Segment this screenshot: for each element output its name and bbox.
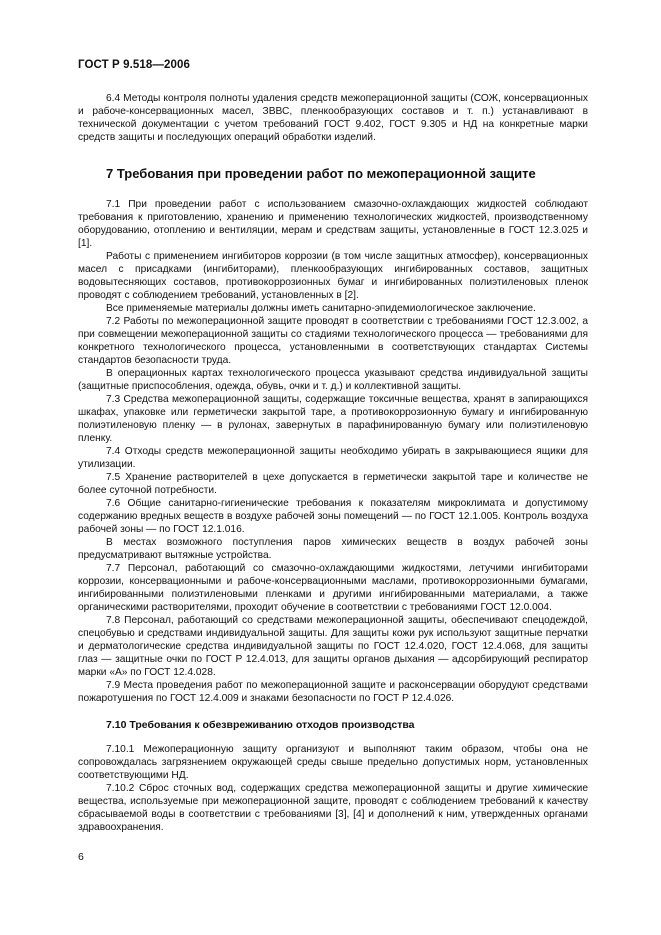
paragraph-6-4: 6.4 Методы контроля полноты удаления средств межоперационной защиты (СОЖ, консервационных и рабоче-консервационных масел, ЗВВС, пленкообразующих составов и т. п.) устанавливают в технической документации с учетом требований ГОСТ 9.402, ГОСТ 9.305 и НД на конкретные марки средств защиты и последующих операций обработки изделий. (78, 93, 588, 143)
section-7-title: 7 Требования при проведении работ по межоперационной защите (106, 166, 536, 181)
paragraph-7-10-1: 7.10.1 Межоперационную защиту организуют и выполняют таким образом, чтобы она не сопровождалась загрязнением окружающей среды свыше предельно допустимых норм, установленных соответствующими НД. (78, 744, 588, 781)
paragraph-7-3: 7.3 Средства межоперационной защиты, содержащие токсичные вещества, хранят в запирающихся шкафах, упаковке или герметически закрытой таре, а противокоррозионную бумагу и ингибированную полиэтиленовую пленку — в рулонах, завернутых в парафинированную бумагу или полиэтиленовую пленку. (78, 394, 588, 444)
paragraph-7-9: 7.9 Места проведения работ по межоперационной защите и расконсервации оборудуют средствами пожаротушения по ГОСТ 12.4.009 и знаками безопасности по ГОСТ Р 12.4.026. (78, 680, 588, 704)
page-number: 6 (78, 851, 84, 863)
paragraph-7-10-2: 7.10.2 Сброс сточных вод, содержащих средства межоперационной защиты и другие химические вещества, используемые при межоперационной защите, проводят с соблюдением требований к качеству сбрасываемой воды в соответствии с требованиями [3], [4] и дополнений к ним, утвержденных органами здравоохранения. (78, 783, 588, 833)
paragraph-7-6: 7.6 Общие санитарно-гигиенические требования к показателям микроклимата и допустимому содержанию вредных веществ в воздухе рабочей зоны помещений — по ГОСТ 12.1.005. Контроль воздуха рабочей зоны — по ГОСТ 12.1.016. (78, 498, 588, 535)
document-header: ГОСТ Р 9.518—2006 (78, 59, 190, 71)
paragraph-7-1-work: Работы с применением ингибиторов коррозии (в том числе защитных атмосфер), консервационных масел с присадками (ингибиторами), пленкообразующих ингибированных составов, защитных водовытесняющих составов, противокоррозионных бумаг и ингибированных полиэтиленовых пленок проводят с соблюдением требований, установленных в [2]. (78, 251, 588, 301)
paragraph-7-2-cards: В операционных картах технологического процесса указывают средства индивидуальной защиты (защитные приспособления, одежда, обувь, очки и т. д.) и коллективной защиты. (78, 368, 588, 392)
document-body (78, 92, 588, 834)
paragraph-7-6-exhaust: В местах возможного поступления паров химических веществ в воздух рабочей зоны предусматривают вытяжные устройства. (78, 537, 588, 561)
paragraph-7-1-materials: Все применяемые материалы должны иметь санитарно-эпидемиологическое заключение. (106, 303, 536, 314)
paragraph-7-5: 7.5 Хранение растворителей в цехе допускается в герметически закрытой таре и количестве не более суточной потребности. (78, 472, 588, 496)
paragraph-7-7: 7.7 Персонал, работающий со смазочно-охлаждающими жидкостями, летучими ингибиторами коррозии, консервационными и рабоче-консервационными маслами, противокоррозионными бумагами, ингибированными полиэтиленовыми пленками и другими ингибированными материалами, а также органическими растворителями, проходит обучение в соответствии с требованиями ГОСТ 12.0.004. (78, 563, 588, 613)
paragraph-7-4: 7.4 Отходы средств межоперационной защиты необходимо убирать в закрывающиеся ящики для утилизации. (78, 446, 588, 470)
paragraph-7-8: 7.8 Персонал, работающий со средствами межоперационной защиты, обеспечивают спецодеждой, спецобувью и средствами индивидуальной защиты. Для защиты кожи рук используют защитные перчатки и дерматологические средства индивидуальной защиты по ГОСТ 12.4.020, ГОСТ 12.4.068, для защиты глаз — защитные очки по ГОСТ Р 12.4.013, для защиты органов дыхания — адсорбирующий респиратор марки «А» по ГОСТ 12.4.028. (78, 615, 588, 678)
section-7-10-title: 7.10 Требования к обезвреживанию отходов производства (106, 719, 415, 731)
paragraph-7-2: 7.2 Работы по межоперационной защите проводят в соответствии с требованиями ГОСТ 12.3.002, а при совмещении межоперационной защиты со стадиями технологического процесса — требованиями для конкретного технологического процесса, установленными в соответствующих стандартах Системы стандартов безопасности труда. (78, 316, 588, 366)
paragraph-7-1: 7.1 При проведении работ с использованием смазочно-охлаждающих жидкостей соблюдают требования к приготовлению, хранению и применению технологических жидкостей, производственному оборудованию, отоплению и вентиляции, мерам и средствам защиты, установленные в ГОСТ 12.3.025 и [1]. (78, 199, 588, 249)
